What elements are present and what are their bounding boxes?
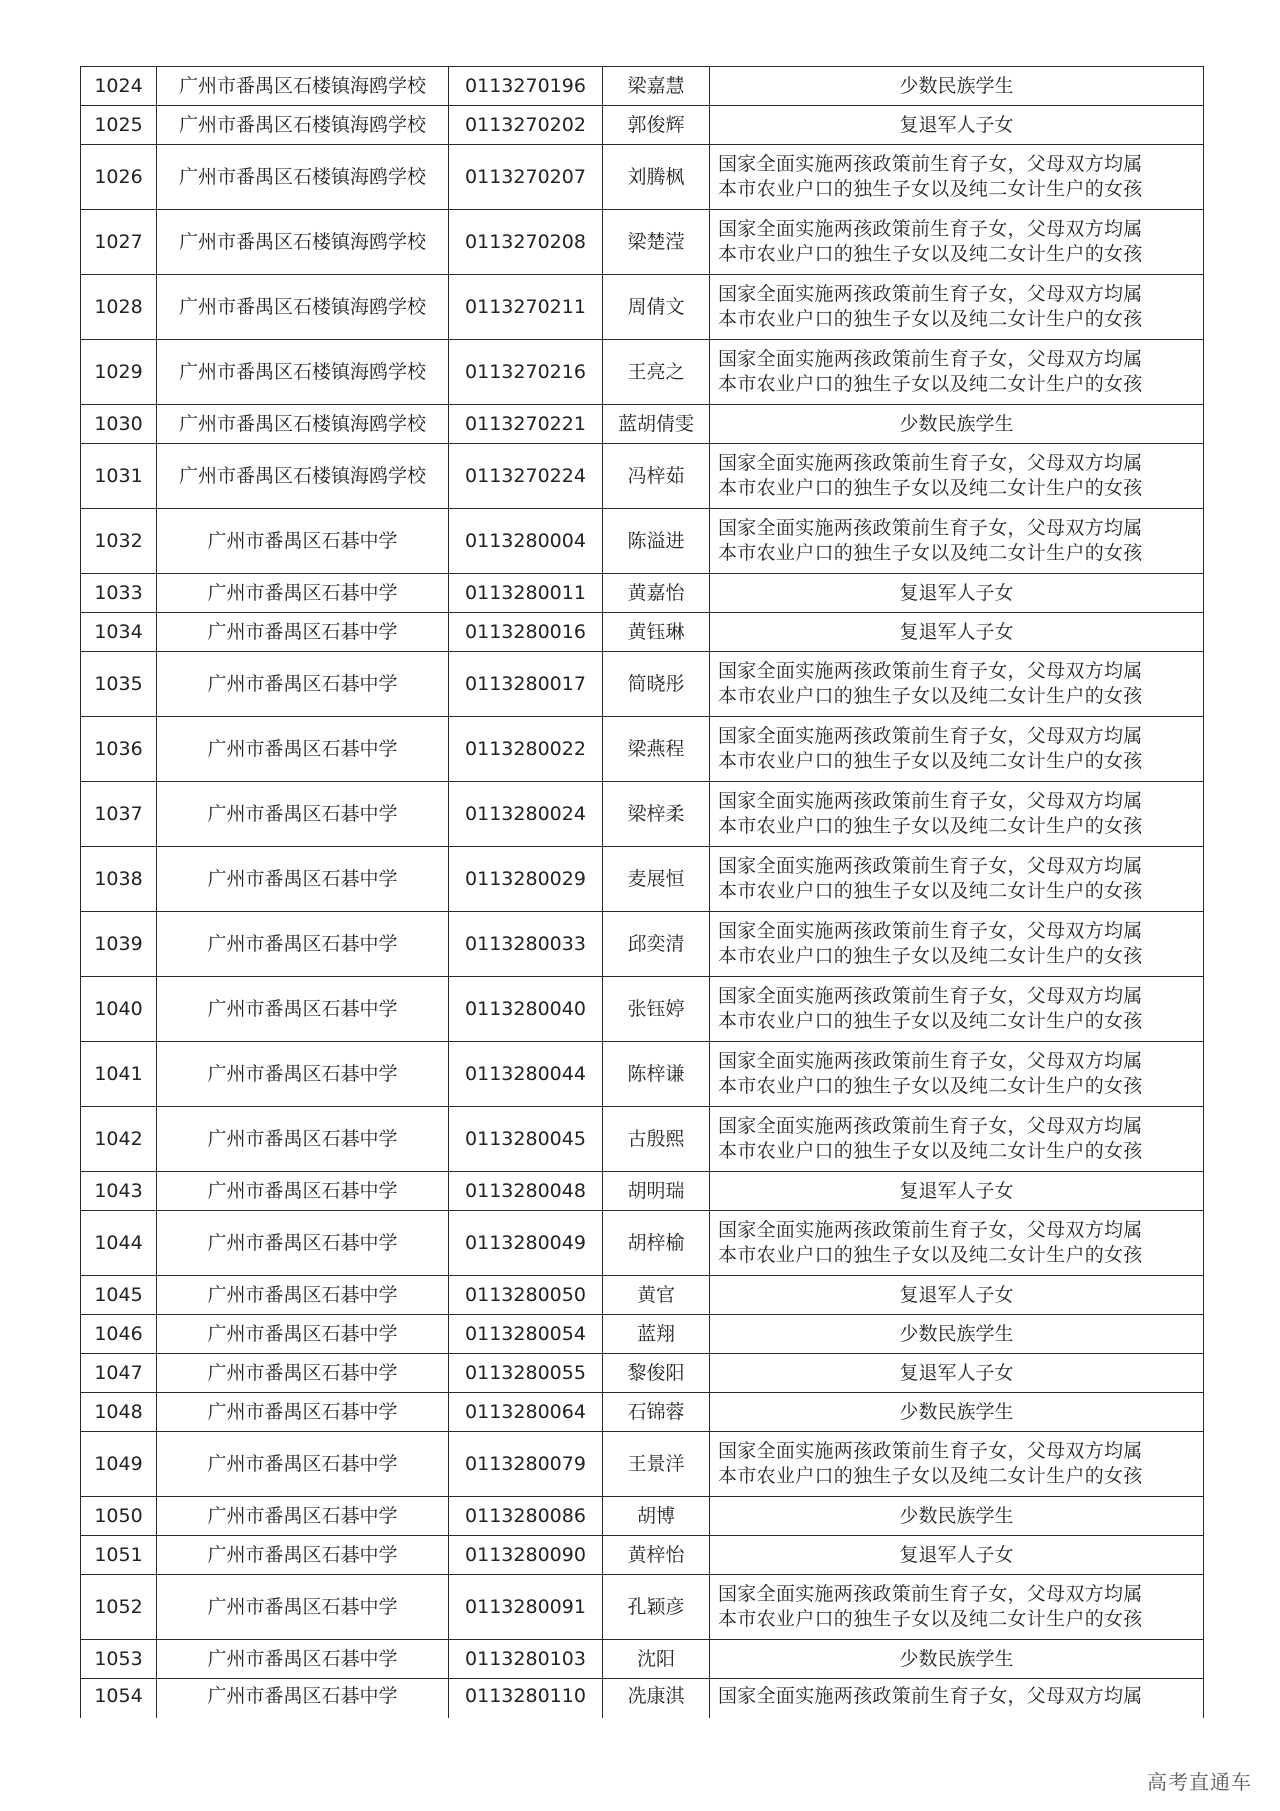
cell-category: 复退军人子女 [710,1276,1204,1315]
cell-id: 0113280048 [449,1172,603,1211]
cell-school: 广州市番禺区石碁中学 [157,782,449,847]
cell-name: 冯梓茹 [603,444,710,509]
table-row [81,1172,1204,1211]
category-line: 本市农业户口的独生子女以及纯二女计生户的女孩 [718,1465,1143,1487]
cell-no: 1047 [81,1354,157,1393]
cell-category: 复退军人子女 [710,1354,1204,1393]
cell-id: 0113280049 [449,1211,603,1276]
cell-no: 1053 [81,1640,157,1679]
table-row [81,574,1204,613]
cell-no: 1042 [81,1107,157,1172]
cell-id: 0113280045 [449,1107,603,1172]
cell-name: 胡博 [603,1497,710,1536]
cell-school: 广州市番禺区石碁中学 [157,1432,449,1497]
cell-category [710,275,1204,340]
cell-category [710,847,1204,912]
cell-id: 0113270211 [449,275,603,340]
cell-name: 蓝翔 [603,1315,710,1354]
table-row [81,613,1204,652]
table-row [81,145,1204,210]
table-row [81,1107,1204,1172]
table-row [81,106,1204,145]
category-line: 国家全面实施两孩政策前生育子女，父母双方均属 [718,517,1143,539]
cell-no: 1031 [81,444,157,509]
cell-school: 广州市番禺区石楼镇海鸥学校 [157,444,449,509]
cell-name: 邱奕清 [603,912,710,977]
cell-no: 1040 [81,977,157,1042]
table-row [81,210,1204,275]
category-line: 国家全面实施两孩政策前生育子女，父母双方均属 [718,153,1143,175]
cell-category: 复退军人子女 [710,1536,1204,1575]
cell-name: 周倩文 [603,275,710,340]
cell-name: 梁梓柔 [603,782,710,847]
cell-id: 0113270216 [449,340,603,405]
cell-no: 1054 [81,1679,157,1719]
cell-school: 广州市番禺区石碁中学 [157,1536,449,1575]
cell-name: 黄钰琳 [603,613,710,652]
table-row [81,652,1204,717]
cell-category [710,1107,1204,1172]
category-line: 国家全面实施两孩政策前生育子女，父母双方均属 [718,920,1143,942]
cell-id: 0113280004 [449,509,603,574]
cell-category: 少数民族学生 [710,1315,1204,1354]
cell-no: 1051 [81,1536,157,1575]
cell-school: 广州市番禺区石碁中学 [157,717,449,782]
category-line: 本市农业户口的独生子女以及纯二女计生户的女孩 [718,178,1143,200]
cell-no: 1025 [81,106,157,145]
cell-category [710,652,1204,717]
cell-category: 少数民族学生 [710,1393,1204,1432]
cell-school: 广州市番禺区石碁中学 [157,1575,449,1640]
cell-no: 1045 [81,1276,157,1315]
cell-id: 0113280110 [449,1679,603,1719]
cell-category: 复退军人子女 [710,1172,1204,1211]
cell-no: 1029 [81,340,157,405]
cell-school: 广州市番禺区石碁中学 [157,1276,449,1315]
cell-school: 广州市番禺区石楼镇海鸥学校 [157,67,449,106]
cell-id: 0113280090 [449,1536,603,1575]
table-row [81,1575,1204,1640]
table-row [81,977,1204,1042]
table-row [81,1432,1204,1497]
category-line: 本市农业户口的独生子女以及纯二女计生户的女孩 [718,308,1143,330]
cell-no: 1035 [81,652,157,717]
category-line: 本市农业户口的独生子女以及纯二女计生户的女孩 [718,750,1143,772]
cell-name: 蓝胡倩雯 [603,405,710,444]
table-row [81,1393,1204,1432]
cell-category: 少数民族学生 [710,1497,1204,1536]
cell-name: 梁燕程 [603,717,710,782]
category-line: 本市农业户口的独生子女以及纯二女计生户的女孩 [718,542,1143,564]
category-line: 本市农业户口的独生子女以及纯二女计生户的女孩 [718,373,1143,395]
cell-name: 梁嘉慧 [603,67,710,106]
cell-name: 胡梓榆 [603,1211,710,1276]
cell-school: 广州市番禺区石碁中学 [157,1315,449,1354]
cell-id: 0113280044 [449,1042,603,1107]
cell-category [710,912,1204,977]
cell-school: 广州市番禺区石碁中学 [157,847,449,912]
cell-name: 沈阳 [603,1640,710,1679]
category-line: 国家全面实施两孩政策前生育子女，父母双方均属 [718,1583,1143,1605]
admission-table [80,66,1204,1718]
cell-name: 王亮之 [603,340,710,405]
cell-category [710,1211,1204,1276]
cell-school: 广州市番禺区石楼镇海鸥学校 [157,405,449,444]
table-row [81,1042,1204,1107]
cell-name: 黎俊阳 [603,1354,710,1393]
cell-id: 0113280040 [449,977,603,1042]
category-line: 国家全面实施两孩政策前生育子女，父母双方均属 [718,218,1143,240]
cell-school: 广州市番禺区石楼镇海鸥学校 [157,210,449,275]
category-line: 国家全面实施两孩政策前生育子女，父母双方均属 [718,790,1143,812]
table-row [81,1354,1204,1393]
cell-no: 1026 [81,145,157,210]
cell-id: 0113280050 [449,1276,603,1315]
cell-category [710,444,1204,509]
category-line: 本市农业户口的独生子女以及纯二女计生户的女孩 [718,1010,1143,1032]
cell-school: 广州市番禺区石碁中学 [157,574,449,613]
category-line: 本市农业户口的独生子女以及纯二女计生户的女孩 [718,685,1143,707]
cell-school: 广州市番禺区石碁中学 [157,509,449,574]
cell-name: 陈梓谦 [603,1042,710,1107]
cell-school: 广州市番禺区石碁中学 [157,1393,449,1432]
cell-category: 复退军人子女 [710,613,1204,652]
category-line: 国家全面实施两孩政策前生育子女，父母双方均属 [718,348,1143,370]
cell-id: 0113280086 [449,1497,603,1536]
cell-id: 0113280055 [449,1354,603,1393]
cell-id: 0113280103 [449,1640,603,1679]
cell-name: 黄梓怡 [603,1536,710,1575]
cell-no: 1041 [81,1042,157,1107]
cell-id: 0113270221 [449,405,603,444]
cell-school: 广州市番禺区石楼镇海鸥学校 [157,145,449,210]
cell-school: 广州市番禺区石碁中学 [157,1640,449,1679]
document-sheet [80,66,1203,1718]
cell-id: 0113270196 [449,67,603,106]
cell-no: 1038 [81,847,157,912]
cell-no: 1032 [81,509,157,574]
table-row [81,1497,1204,1536]
cell-no: 1033 [81,574,157,613]
cell-school: 广州市番禺区石碁中学 [157,977,449,1042]
cell-id: 0113270224 [449,444,603,509]
cell-id: 0113270208 [449,210,603,275]
table-row [81,275,1204,340]
cell-category [710,977,1204,1042]
cell-category: 少数民族学生 [710,67,1204,106]
cell-category [710,340,1204,405]
table-row [81,444,1204,509]
cell-school: 广州市番禺区石碁中学 [157,1042,449,1107]
cell-no: 1046 [81,1315,157,1354]
category-line: 国家全面实施两孩政策前生育子女，父母双方均属 [718,1440,1143,1462]
table-row [81,1276,1204,1315]
cell-category [710,145,1204,210]
table-body [81,67,1204,1719]
cell-school: 广州市番禺区石碁中学 [157,1497,449,1536]
category-line: 国家全面实施两孩政策前生育子女，父母双方均属 [718,1115,1143,1137]
cell-id: 0113280024 [449,782,603,847]
cell-no: 1050 [81,1497,157,1536]
cell-no: 1028 [81,275,157,340]
table-row [81,912,1204,977]
cell-category [710,1432,1204,1497]
table-row [81,405,1204,444]
category-line: 本市农业户口的独生子女以及纯二女计生户的女孩 [718,815,1143,837]
cell-category [710,1679,1204,1719]
table-row [81,1315,1204,1354]
cell-school: 广州市番禺区石碁中学 [157,613,449,652]
cell-category [710,210,1204,275]
cell-name: 冼康淇 [603,1679,710,1719]
cell-no: 1034 [81,613,157,652]
cell-id: 0113280064 [449,1393,603,1432]
cell-school: 广州市番禺区石楼镇海鸥学校 [157,340,449,405]
cell-no: 1039 [81,912,157,977]
cell-name: 孔颖彦 [603,1575,710,1640]
cell-school: 广州市番禺区石碁中学 [157,1107,449,1172]
cell-name: 石锦蓉 [603,1393,710,1432]
cell-no: 1048 [81,1393,157,1432]
cell-name: 麦展恒 [603,847,710,912]
cell-school: 广州市番禺区石楼镇海鸥学校 [157,275,449,340]
category-line: 国家全面实施两孩政策前生育子女，父母双方均属 [718,985,1143,1007]
cell-name: 古殷熙 [603,1107,710,1172]
table-row [81,340,1204,405]
cell-name: 郭俊辉 [603,106,710,145]
cell-school: 广州市番禺区石碁中学 [157,1172,449,1211]
table-row [81,509,1204,574]
cell-category [710,1042,1204,1107]
cell-school: 广州市番禺区石碁中学 [157,1354,449,1393]
cell-name: 梁楚滢 [603,210,710,275]
cell-name: 胡明瑞 [603,1172,710,1211]
cell-id: 0113270207 [449,145,603,210]
cell-id: 0113280022 [449,717,603,782]
category-line: 本市农业户口的独生子女以及纯二女计生户的女孩 [718,477,1143,499]
cell-category [710,509,1204,574]
category-line: 国家全面实施两孩政策前生育子女，父母双方均属 [718,452,1143,474]
cell-no: 1037 [81,782,157,847]
cell-id: 0113280033 [449,912,603,977]
cell-id: 0113280029 [449,847,603,912]
cell-category [710,1575,1204,1640]
cell-name: 简晓彤 [603,652,710,717]
cell-name: 王景洋 [603,1432,710,1497]
table-row [81,1536,1204,1575]
cell-no: 1030 [81,405,157,444]
category-line: 国家全面实施两孩政策前生育子女，父母双方均属 [718,1219,1143,1241]
cell-school: 广州市番禺区石碁中学 [157,1679,449,1719]
cell-name: 黄嘉怡 [603,574,710,613]
category-line: 国家全面实施两孩政策前生育子女，父母双方均属 [718,660,1143,682]
table-row [81,847,1204,912]
cell-school: 广州市番禺区石碁中学 [157,652,449,717]
cell-id: 0113280017 [449,652,603,717]
table-row [81,1211,1204,1276]
cell-no: 1043 [81,1172,157,1211]
cell-id: 0113280016 [449,613,603,652]
table-row [81,782,1204,847]
cell-id: 0113280079 [449,1432,603,1497]
cell-category: 少数民族学生 [710,1640,1204,1679]
cell-name: 黄官 [603,1276,710,1315]
category-line: 本市农业户口的独生子女以及纯二女计生户的女孩 [718,880,1143,902]
cell-category: 少数民族学生 [710,405,1204,444]
category-line: 本市农业户口的独生子女以及纯二女计生户的女孩 [718,1244,1143,1266]
category-line: 国家全面实施两孩政策前生育子女，父母双方均属 [718,725,1143,747]
cell-no: 1024 [81,67,157,106]
watermark: 高考直通车 [1147,1770,1252,1794]
cell-category [710,717,1204,782]
cell-no: 1052 [81,1575,157,1640]
cell-no: 1036 [81,717,157,782]
cell-no: 1027 [81,210,157,275]
cell-id: 0113280091 [449,1575,603,1640]
category-line: 国家全面实施两孩政策前生育子女，父母双方均属 [718,1050,1143,1072]
cell-category: 复退军人子女 [710,106,1204,145]
cell-name: 刘腾枫 [603,145,710,210]
cell-id: 0113280011 [449,574,603,613]
cell-no: 1049 [81,1432,157,1497]
category-line: 国家全面实施两孩政策前生育子女，父母双方均属 [718,1685,1143,1707]
cell-school: 广州市番禺区石碁中学 [157,1211,449,1276]
cell-name: 张钰婷 [603,977,710,1042]
table-row [81,1640,1204,1679]
cell-category: 复退军人子女 [710,574,1204,613]
table-row [81,67,1204,106]
cell-category [710,782,1204,847]
category-line: 本市农业户口的独生子女以及纯二女计生户的女孩 [718,1140,1143,1162]
category-line: 国家全面实施两孩政策前生育子女，父母双方均属 [718,855,1143,877]
category-line: 本市农业户口的独生子女以及纯二女计生户的女孩 [718,1075,1143,1097]
table-row [81,1679,1204,1719]
cell-name: 陈溢进 [603,509,710,574]
category-line: 本市农业户口的独生子女以及纯二女计生户的女孩 [718,243,1143,265]
table-row [81,717,1204,782]
cell-school: 广州市番禺区石楼镇海鸥学校 [157,106,449,145]
cell-no: 1044 [81,1211,157,1276]
category-line: 本市农业户口的独生子女以及纯二女计生户的女孩 [718,945,1143,967]
category-line: 本市农业户口的独生子女以及纯二女计生户的女孩 [718,1608,1143,1630]
cell-school: 广州市番禺区石碁中学 [157,912,449,977]
cell-id: 0113280054 [449,1315,603,1354]
category-line: 国家全面实施两孩政策前生育子女，父母双方均属 [718,283,1143,305]
cell-id: 0113270202 [449,106,603,145]
